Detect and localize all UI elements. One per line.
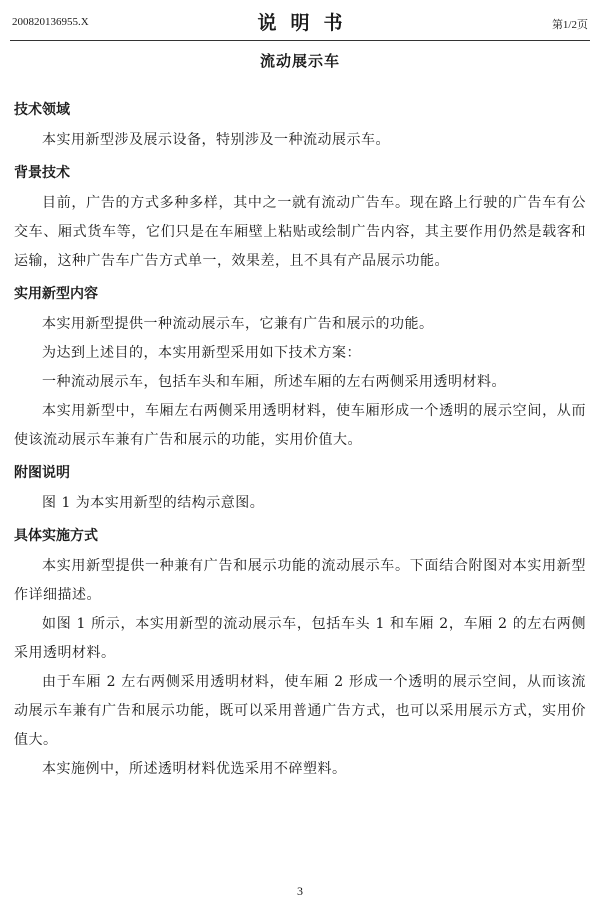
paragraph: 为达到上述目的，本实用新型采用如下技术方案：	[42, 345, 361, 361]
application-number: 200820136955.X	[12, 16, 89, 28]
document-title: 流动展示车	[259, 52, 340, 70]
section-heading: 背景技术	[14, 165, 70, 181]
section-heading: 附图说明	[14, 465, 70, 481]
section-heading: 技术领域	[14, 102, 70, 118]
section-drawings	[14, 463, 586, 518]
section-embodiment	[14, 526, 586, 784]
paragraph: 本实用新型中，车厢左右两侧采用透明材料，使车厢形成一个透明的展示空间，从而使该流动展示车兼有广告和展示的功能，实用价值大。	[14, 403, 586, 448]
section-heading: 具体实施方式	[14, 528, 98, 544]
page-info: 第1/2页	[551, 19, 588, 31]
header-divider	[10, 40, 590, 41]
page-header	[12, 6, 588, 38]
paragraph: 一种流动展示车，包括车头和车厢，所述车厢的左右两侧采用透明材料。	[42, 374, 506, 390]
paragraph: 由于车厢 2 左右两侧采用透明材料，使车厢 2 形成一个透明的展示空间，从而该流动展示车兼有广告和展示功能，既可以采用普通广告方式，也可以采用展示方式，实用价值大。	[14, 674, 586, 748]
document-kind: 说明书	[257, 12, 357, 34]
section-content	[14, 284, 586, 455]
paragraph: 图 1 为本实用新型的结构示意图。	[42, 495, 265, 511]
document-body	[14, 100, 586, 784]
paragraph: 本实用新型涉及展示设备，特别涉及一种流动展示车。	[42, 132, 390, 148]
section-background	[14, 163, 586, 276]
paragraph: 本实施例中，所述透明材料优选采用不碎塑料。	[42, 761, 347, 777]
section-technical-field	[14, 100, 586, 155]
paragraph: 本实用新型提供一种兼有广告和展示功能的流动展示车。下面结合附图对本实用新型作详细描述。	[14, 558, 586, 603]
paragraph: 如图 1 所示，本实用新型的流动展示车，包括车头 1 和车厢 2，车厢 2 的左右两侧采用透明材料。	[14, 616, 586, 661]
section-heading: 实用新型内容	[14, 286, 98, 302]
paragraph: 目前，广告的方式多种多样，其中之一就有流动广告车。现在路上行驶的广告车有公交车、厢式货车等，它们只是在车厢壁上粘贴或绘制广告内容，其主要作用仍然是载客和运输，这种广告车广告方式单一，效果差，且不具有产品展示功能。	[14, 195, 586, 269]
paragraph: 本实用新型提供一种流动展示车，它兼有广告和展示的功能。	[42, 316, 434, 332]
page-number: 3	[297, 884, 303, 898]
